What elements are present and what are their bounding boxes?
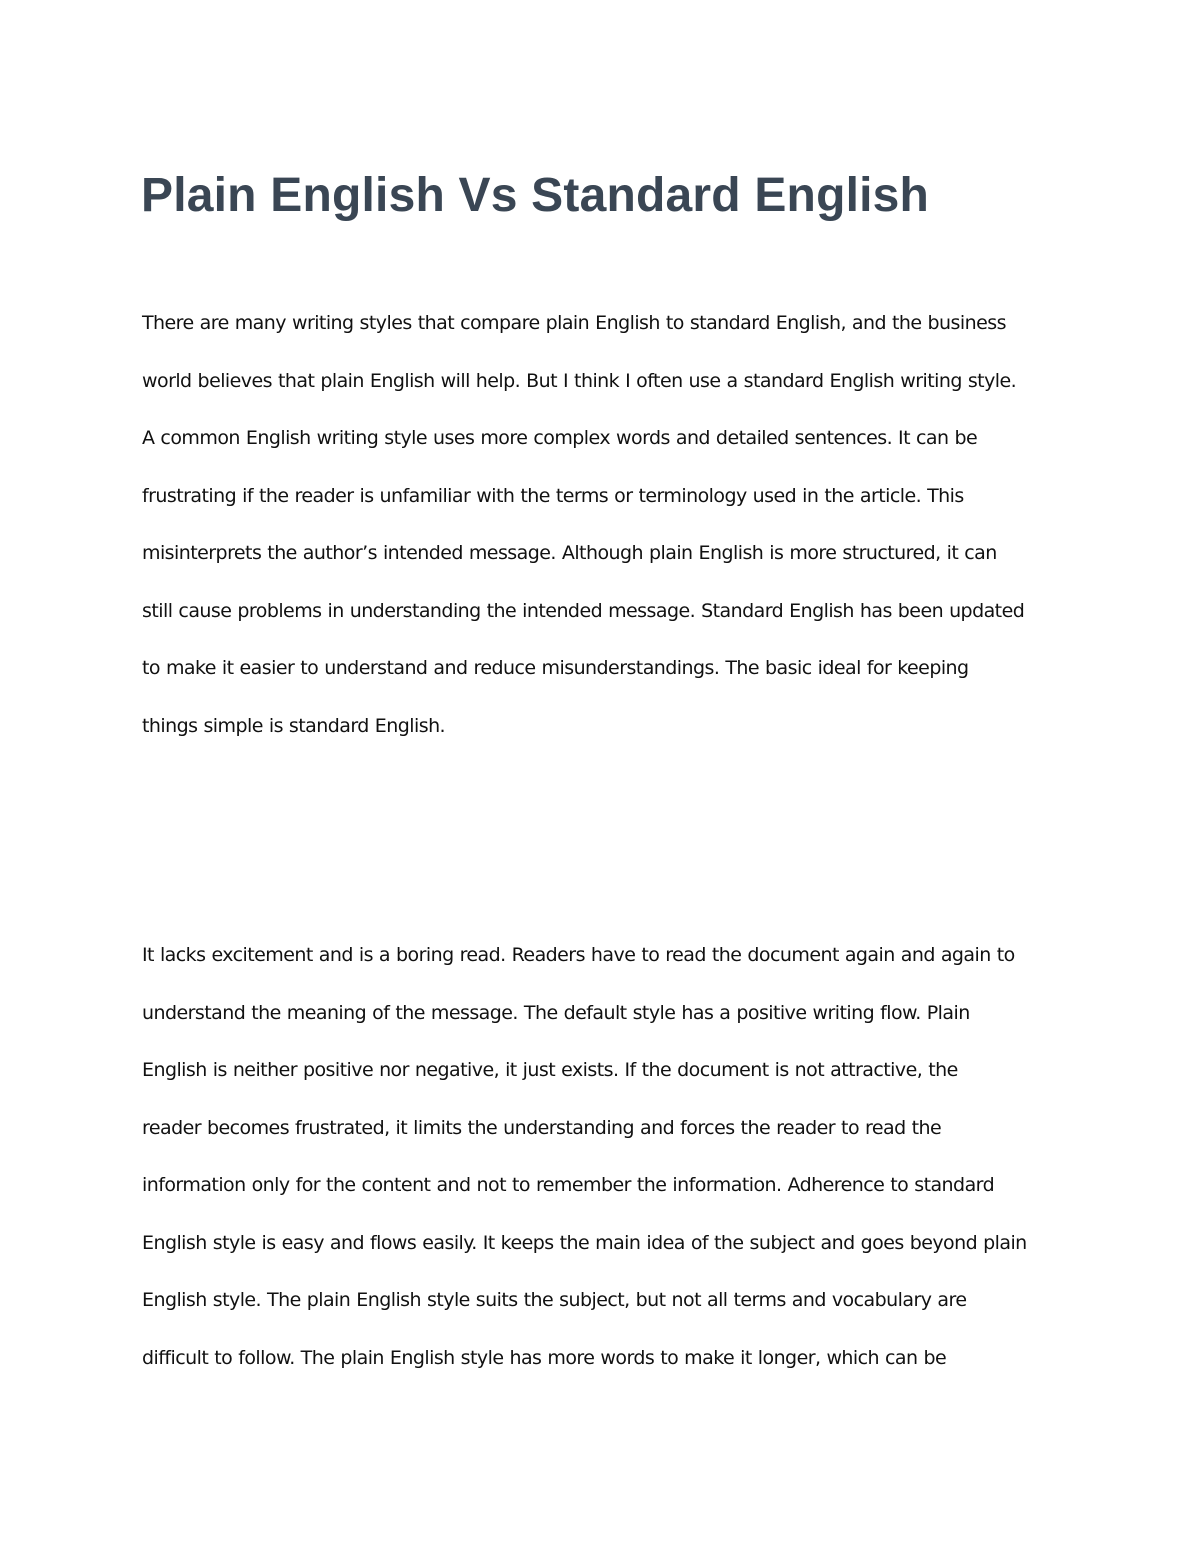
paragraph-line: understand the meaning of the message. The default style has a positive writing flow. Plain (142, 1001, 970, 1024)
paragraph-line: reader becomes frustrated, it limits the understanding and forces the reader to read the (142, 1116, 942, 1139)
paragraph-line: English style is easy and flows easily. It keeps the main idea of the subject and goes beyond plain (142, 1231, 1027, 1254)
paragraph-line: English style. The plain English style suits the subject, but not all terms and vocabulary are (142, 1289, 967, 1311)
paragraph-line: still cause problems in understanding the intended message. Standard English has been updated (142, 599, 1025, 622)
paragraph-line: information only for the content and not to remember the information. Adherence to standard (142, 1174, 995, 1196)
paragraph-line: English is neither positive nor negative, it just exists. If the document is not attractive, the (142, 1059, 958, 1081)
paragraph-line: There are many writing styles that compare plain English to standard English, and the business (142, 312, 1006, 334)
paragraph-2 (142, 940, 1082, 1400)
paragraph-line: difficult to follow. The plain English style has more words to make it longer, which can be (142, 1346, 947, 1369)
paragraph-line: frustrating if the reader is unfamiliar with the terms or terminology used in the article. This (142, 484, 964, 507)
paragraph-line: world believes that plain English will help. But I think I often use a standard English writing style. (142, 369, 1017, 392)
paragraph-line: to make it easier to understand and reduce misunderstandings. The basic ideal for keeping (142, 657, 969, 679)
paragraph-line: A common English writing style uses more complex words and detailed sentences. It can be (142, 427, 978, 449)
paragraph-1 (142, 308, 1082, 768)
document-title: Plain English Vs Standard English (141, 169, 930, 222)
paragraph-line: things simple is standard English. (142, 714, 446, 737)
paragraph-line: It lacks excitement and is a boring read. Readers have to read the document again and again to (142, 944, 1015, 966)
paragraph-line: misinterprets the author’s intended message. Although plain English is more structured, it can (142, 542, 997, 564)
